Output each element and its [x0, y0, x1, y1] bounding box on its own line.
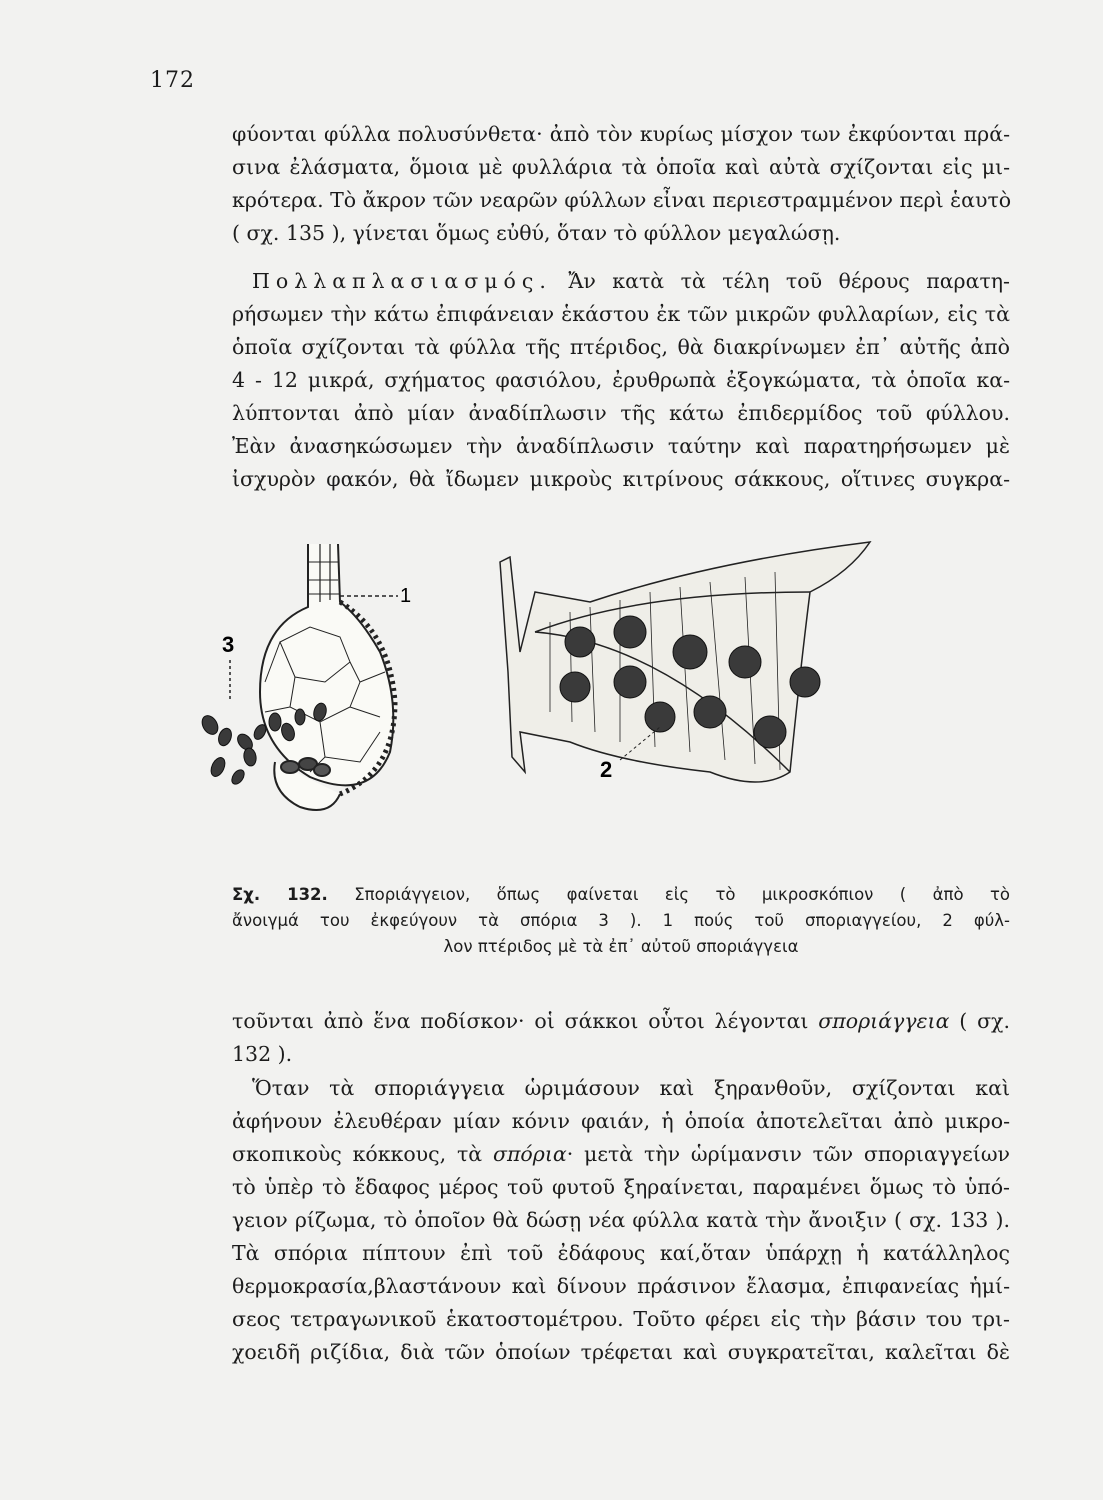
text-segment: ( σχ. — [949, 1009, 1011, 1033]
text-line: φύονται φύλλα πολυσύνθετα· ἀπὸ τὸν κυρίως μίσχον των ἐκφύονται πρά- — [232, 122, 1010, 146]
text-line — [232, 1138, 1010, 1171]
text-line: γειον ρίζωμα, τὸ ὁποῖον θὰ δώσῃ νέα φύλλα κατὰ τὴν ἄνοιξιν ( σχ. 133 ). — [232, 1208, 1010, 1232]
caption-line — [232, 882, 1010, 908]
fern-leaf-illustration — [500, 542, 870, 782]
term: σποριάγγεια — [818, 1009, 950, 1033]
text-segment: σκοπικοὺς κόκκους, τὰ — [232, 1142, 493, 1166]
figure-label: Σχ. 132. — [232, 885, 328, 904]
paragraph-3 — [232, 1005, 1010, 1071]
text-segment: Σποριάγγειον, ὅπως φαίνεται εἰς τὸ μικροσκόπιον ( ἀπὸ τὸ — [354, 885, 1011, 904]
text-line: ἀφήνουν ἐλευθέραν μίαν κόνιν φαιάν, ἡ ὁποία ἀποτελεῖται ἀπὸ μικρο- — [232, 1109, 1010, 1133]
label-foot: 1 — [400, 585, 412, 607]
label-spores: 3 — [222, 632, 235, 657]
text-line: κρότερα. Τὸ ἄκρον τῶν νεαρῶν φύλλων εἶναι περιεστραμμένον περὶ ἑαυτὸ — [232, 188, 1012, 212]
paragraph-4 — [232, 1072, 1010, 1369]
text-line: 4 - 12 μικρά, σχήματος φασιόλου, ἐρυθρωπὰ ἐξογκώματα, τὰ ὁποῖα κα- — [232, 368, 1010, 392]
sporangium-figure — [190, 532, 1020, 862]
text-line: τὸ ὑπὲρ τὸ ἔδαφος μέρος τοῦ φυτοῦ ξηραίνεται, παραμένει ὅμως τὸ ὑπό- — [232, 1175, 1010, 1199]
text-line: 132 ). — [232, 1042, 293, 1066]
text-line: ὁποῖα σχίζονται τὰ φύλλα τῆς πτέριδος, θὰ διακρίνωμεν ἐπ᾽ αὐτῆς ἀπὸ — [232, 335, 1010, 359]
paragraph-1 — [232, 118, 1010, 250]
text-line: θερμοκρασία,βλαστάνουν καὶ δίνουν πράσινον ἔλασμα, ἐπιφανείας ἡμί- — [232, 1274, 1010, 1298]
caption-line: ἄνοιγμά του ἐκφεύγουν τὰ σπόρια 3 ). 1 πούς τοῦ σποριαγγείου, 2 φύλ- — [232, 911, 1010, 930]
text-segment: Ἄν κατὰ τὰ τέλη τοῦ θέρους παρατη- — [568, 269, 1010, 293]
text-line: Ὅταν τὰ σποριάγγεια ὡριμάσουν καὶ ξηρανθοῦν, σχίζονται καὶ — [252, 1076, 1010, 1100]
figure-caption — [232, 882, 1010, 960]
label-leaf: 2 — [600, 757, 613, 782]
text-line: ἰσχυρὸν φακόν, θὰ ἴδωμεν μικροὺς κιτρίνους σάκκους, οἵτινες συγκρα- — [232, 467, 1010, 491]
page-number: 172 — [150, 68, 195, 93]
text-line: λύπτονται ἀπὸ μίαν ἀναδίπλωσιν τῆς κάτω ἐπιδερμίδος τοῦ φύλλου. — [232, 401, 1010, 425]
text-line: χοειδῆ ριζίδια, διὰ τῶν ὁποίων τρέφεται καὶ συγκρατεῖται, καλεῖται δὲ — [232, 1340, 1010, 1364]
term: σπόρια — [492, 1142, 567, 1166]
text-segment: τοῦνται ἀπὸ ἕνα ποδίσκον· οἱ σάκκοι οὗτοι λέγονται — [232, 1009, 819, 1033]
text-segment: · μετὰ τὴν ὡρίμανσιν τῶν σποριαγγείων — [566, 1142, 1010, 1166]
text-line: Ἐὰν ἀνασηκώσωμεν τὴν ἀναδίπλωσιν ταύτην καὶ παρατηρήσωμεν μὲ — [232, 434, 1010, 458]
text-line: σεος τετραγωνικοῦ ἑκατοστομέτρου. Τοῦτο φέρει εἰς τὴν βάσιν του τρι- — [232, 1307, 1010, 1331]
text-line: Τὰ σπόρια πίπτουν ἐπὶ τοῦ ἐδάφους καί,ὅταν ὑπάρχῃ ἡ κατάλληλος — [232, 1241, 1010, 1265]
text-line: ρήσωμεν τὴν κάτω ἐπιφάνειαν ἑκάστου ἐκ τῶν μικρῶν φυλλαρίων, εἰς τὰ — [232, 302, 1010, 326]
text-line — [232, 265, 1010, 298]
text-line — [232, 1005, 1010, 1038]
text-line: σινα ἐλάσματα, ὅμοια μὲ φυλλάρια τὰ ὁποῖα καὶ αὐτὰ σχίζονται εἰς μι- — [232, 155, 1010, 179]
section-heading: Πολλαπλασιασμός. — [252, 269, 552, 293]
text-line: ( σχ. 135 ), γίνεται ὅμως εὐθύ, ὅταν τὸ φύλλον μεγαλώσῃ. — [232, 221, 841, 245]
sporangium-illustration — [260, 544, 395, 810]
paragraph-2 — [232, 265, 1010, 496]
caption-line: λον πτέριδος μὲ τὰ ἐπ᾽ αὐτοῦ σποριάγγεια — [443, 937, 799, 956]
